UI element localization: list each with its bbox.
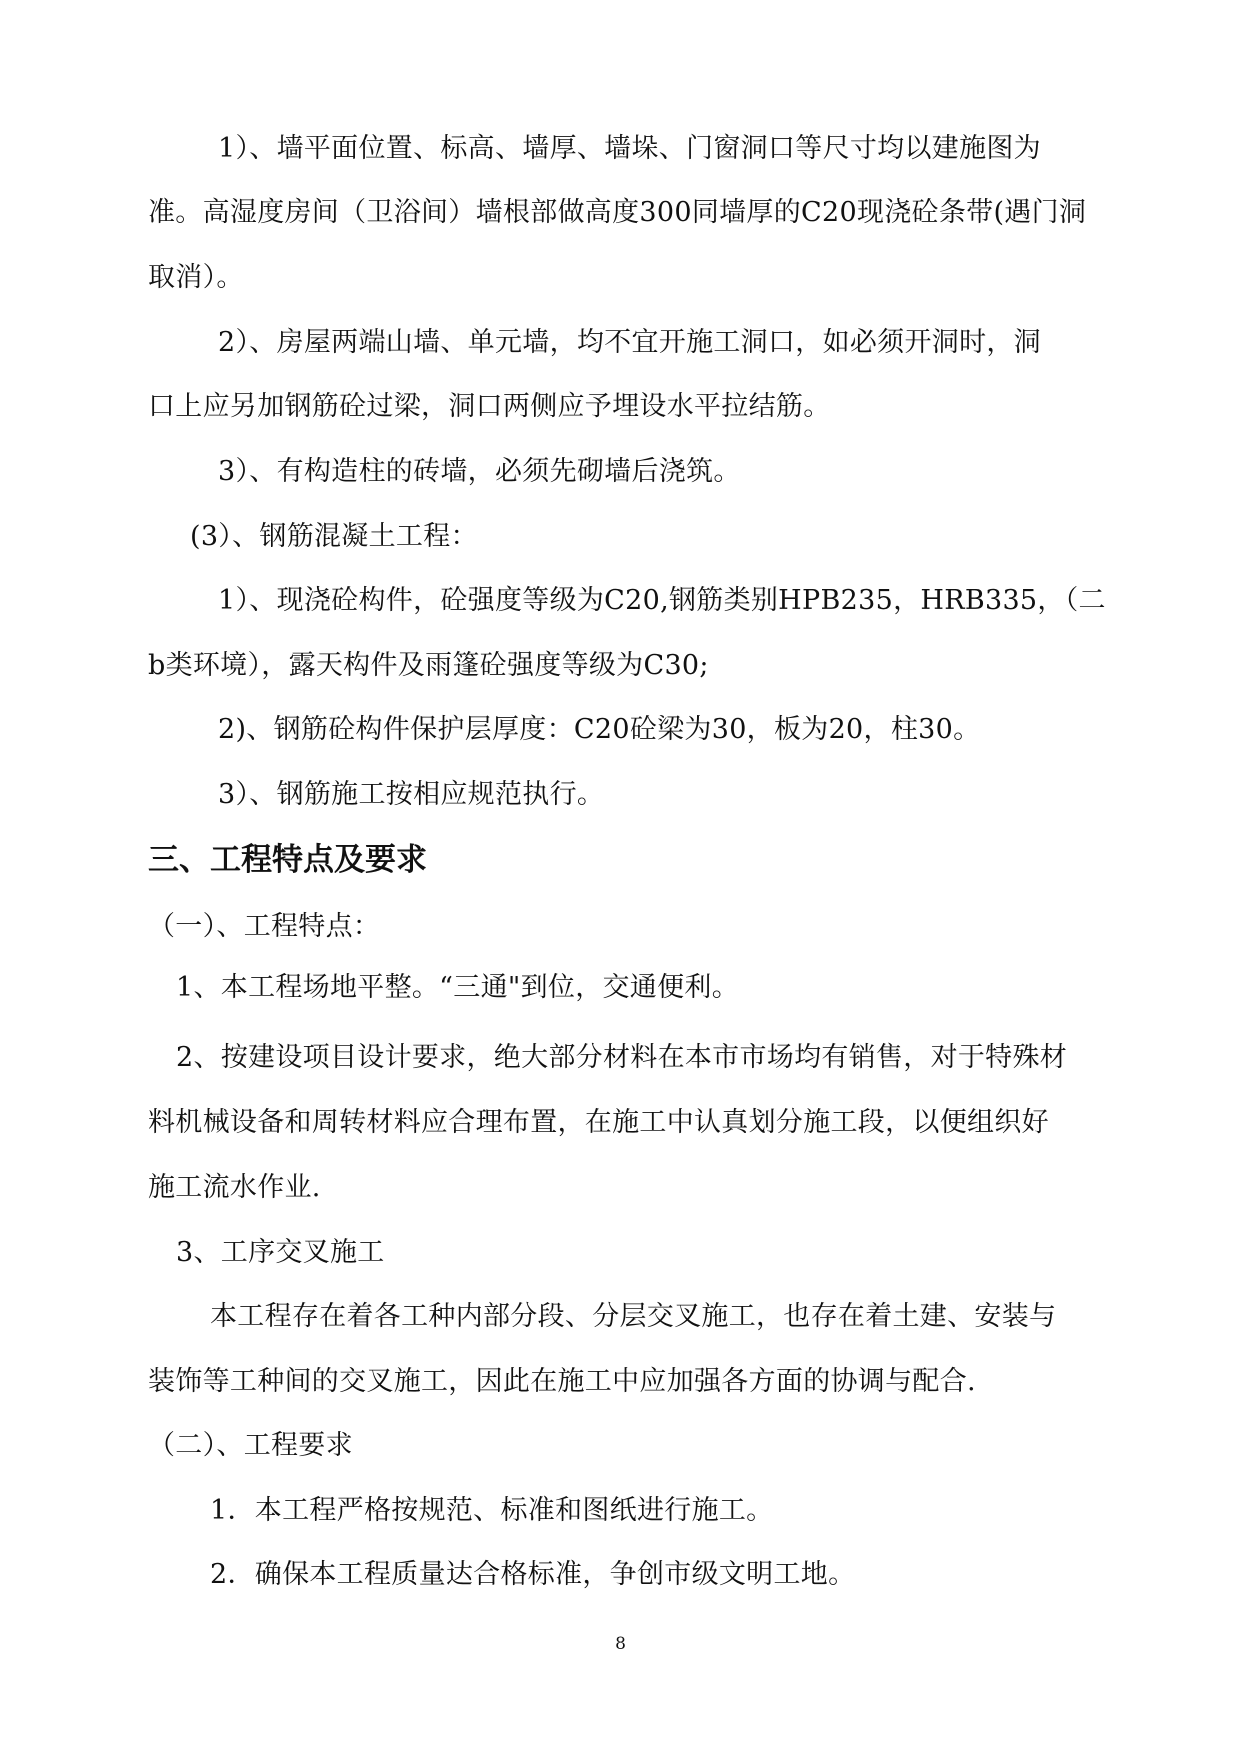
paragraph-line: 2）、房屋两端山墙、单元墙，均不宜开施工洞口，如必须开洞时，洞 <box>218 327 1041 358</box>
paragraph-line: 3）、有构造柱的砖墙，必须先砌墙后浇筑。 <box>218 456 741 487</box>
list-item: 2．确保本工程质量达合格标准，争创市级文明工地。 <box>210 1559 856 1590</box>
paragraph-line: 本工程存在着各工种内部分段、分层交叉施工，也存在着土建、安装与 <box>210 1301 1057 1332</box>
list-item: 2、按建设项目设计要求，绝大部分材料在本市市场均有销售，对于特殊材 <box>176 1042 1068 1073</box>
paragraph-line: 口上应另加钢筋砼过梁，洞口两侧应予埋设水平拉结筋。 <box>148 391 831 422</box>
list-item: 3、工序交叉施工 <box>176 1237 385 1268</box>
paragraph-line: 准。高湿度房间（卫浴间）墙根部做高度300同墙厚的C20现浇砼条带(遇门洞 <box>148 197 1087 228</box>
paragraph-line: 1）、现浇砼构件，砼强度等级为C20,钢筋类别HPB235，HRB335，（二 <box>218 585 1106 616</box>
paragraph-line: 1）、墙平面位置、标高、墙厚、墙垛、门窗洞口等尺寸均以建施图为 <box>218 133 1041 164</box>
subsection-title: (3）、钢筋混凝土工程： <box>190 521 478 552</box>
list-item: 1．本工程严格按规范、标准和图纸进行施工。 <box>210 1495 774 1526</box>
paragraph-line: b类环境），露天构件及雨篷砼强度等级为C30; <box>148 650 709 681</box>
section-heading: 三、工程特点及要求 <box>148 842 427 878</box>
paragraph-line: 2)、钢筋砼构件保护层厚度：C20砼梁为30，板为20，柱30。 <box>218 714 981 745</box>
page-number: 8 <box>615 1634 626 1654</box>
paragraph-line: 施工流水作业. <box>148 1172 321 1203</box>
paragraph-line: 3）、钢筋施工按相应规范执行。 <box>218 779 605 810</box>
list-item: 1、本工程场地平整。“三通"到位，交通便利。 <box>176 972 739 1003</box>
subsection-title: （一）、工程特点： <box>148 911 381 942</box>
paragraph-line: 料机械设备和周转材料应合理布置，在施工中认真划分施工段，以便组织好 <box>148 1107 1049 1138</box>
paragraph-line: 装饰等工种间的交叉施工，因此在施工中应加强各方面的协调与配合. <box>148 1366 976 1397</box>
paragraph-line: 取消）。 <box>148 262 244 293</box>
subsection-title: （二）、工程要求 <box>148 1430 353 1461</box>
